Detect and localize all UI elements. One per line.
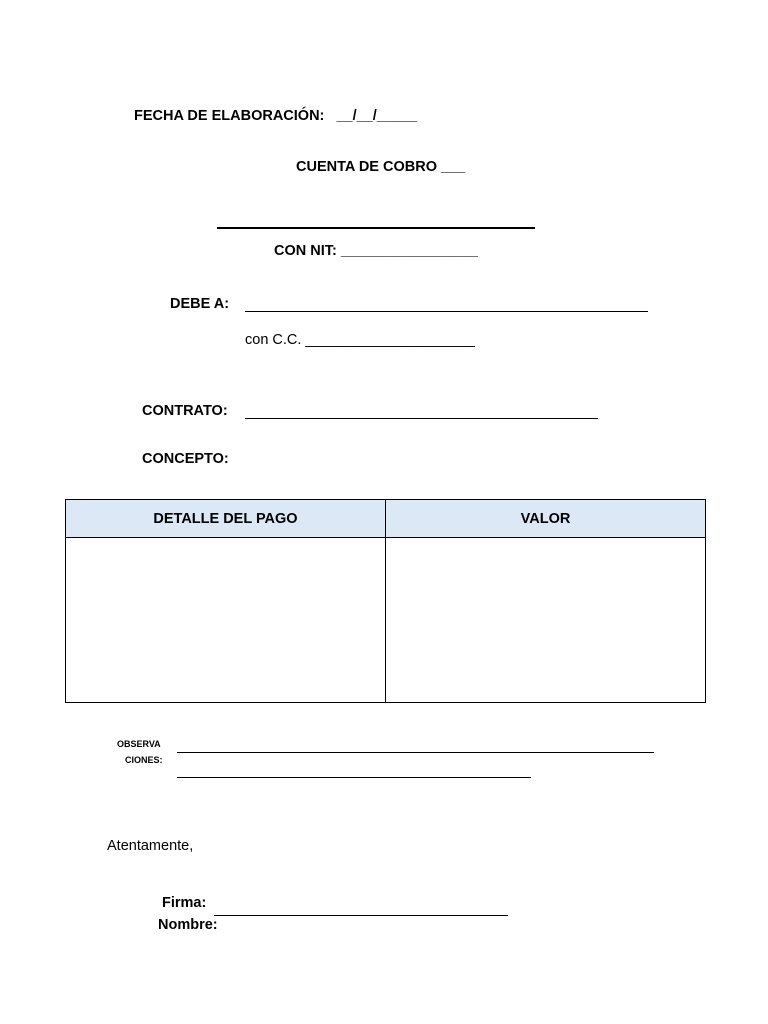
debe-a-line <box>245 311 648 312</box>
observaciones-line-2 <box>177 777 531 778</box>
beneficiary-name-line <box>217 227 535 229</box>
payment-table <box>65 499 706 703</box>
nombre-label: Nombre: <box>158 917 218 933</box>
con-cc-label: con C.C. _____________________ <box>245 332 475 348</box>
table-row <box>66 538 706 703</box>
column-header-valor: VALOR <box>386 500 706 538</box>
closing-atentamente: Atentamente, <box>107 838 194 854</box>
firma-label: Firma: <box>162 895 207 911</box>
fecha-elaboracion-label: FECHA DE ELABORACIÓN: __/__/_____ <box>134 108 418 124</box>
firma-line <box>214 915 508 916</box>
concepto-label: CONCEPTO: <box>142 451 229 467</box>
cuenta-de-cobro-title: CUENTA DE COBRO ___ <box>296 159 466 175</box>
debe-a-label: DEBE A: <box>170 296 230 312</box>
con-nit-label: CON NIT: _________________ <box>274 243 478 259</box>
observaciones-line-1 <box>177 752 654 753</box>
contrato-line <box>245 418 598 419</box>
observaciones-label-part1: OBSERVA <box>117 739 161 749</box>
detalle-cell[interactable] <box>66 538 386 703</box>
table-header-row <box>66 500 706 538</box>
contrato-label: CONTRATO: <box>142 403 228 419</box>
column-header-detalle: DETALLE DEL PAGO <box>66 500 386 538</box>
valor-cell[interactable] <box>386 538 706 703</box>
observaciones-label-part2: CIONES: <box>125 755 163 765</box>
